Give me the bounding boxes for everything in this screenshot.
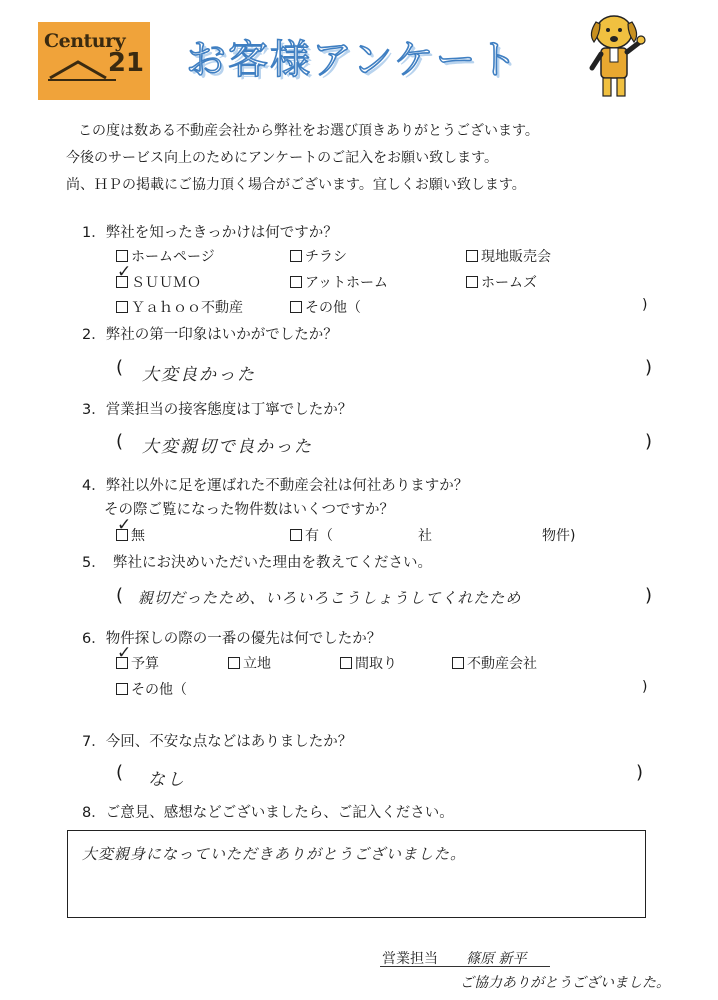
checkbox-icon [116,301,128,313]
century21-logo [38,22,150,100]
question-7-label: 7．今回、不安な点などはありましたか？ [82,734,353,750]
question-6-label: 6．物件探しの際の一番の優先は何でしたか？ [82,631,382,647]
checkbox-icon [116,250,128,262]
intro-line: この度は数ある不動産会社から弊社をお選び頂きありがとうございます。 [78,123,539,139]
q1-option[interactable]: ホームページ [116,246,215,266]
q5-open-paren: ( [116,585,124,606]
q6-option[interactable]: 不動産会社 [452,653,537,673]
q2-close-paren: ) [645,357,653,378]
house-roof-icon [48,56,118,82]
thanks-text: ご協力ありがとうございました。 [460,975,670,991]
q2-answer[interactable]: 大変良かった [142,365,256,385]
q6-option[interactable]: 立地 [228,653,271,673]
staff-name: 篠原 新平 [466,951,527,967]
q7-open-paren: ( [116,762,124,783]
intro-text [66,118,539,199]
question-1-label: 1．弊社を知ったきっかけは何ですか？ [82,225,338,241]
checkbox-icon [290,250,302,262]
page-title: お客様アンケート [186,37,520,83]
q6-option-checked[interactable]: 予算 [116,653,159,673]
logo-word: Century [44,30,126,52]
checkbox-icon [290,529,302,541]
q3-answer[interactable]: 大変親切で良かった [142,437,313,457]
q1-option-other[interactable]: その他（ [290,297,361,317]
q4-option[interactable]: 有（ [290,525,333,545]
q6-close-paren: ) [642,679,648,695]
question-4-sublabel: その際ご覧になった物件数はいくつですか？ [104,502,394,518]
q8-answer[interactable]: 大変親身になっていただきありがとうございました。 [82,845,467,863]
question-5-label: 5． 弊社にお決めいただいた理由を教えてください。 [82,555,432,571]
staff-label: 営業担当 [382,951,438,967]
checkbox-icon [452,657,464,669]
q4-unit-properties: 物件) [542,528,576,544]
checkbox-icon [340,657,352,669]
q1-option-checked[interactable]: ＳＵＵＭＯ [116,272,201,292]
checkbox-icon [116,683,128,695]
intro-line: 尚、ＨＰの掲載にご協力頂く場合がございます。宜しくお願い致します。 [66,177,526,193]
q1-option[interactable]: 現地販売会 [466,246,551,266]
q1-close-paren: ) [642,297,648,313]
q6-option-other[interactable]: その他（ [116,679,187,699]
checkmark-icon: ✓ [117,643,132,663]
question-8-label: 8．ご意見、感想などございましたら、ご記入ください。 [82,805,454,821]
q1-option[interactable]: チラシ [290,246,347,266]
checkmark-icon: ✓ [117,262,132,282]
signature-line [380,966,550,967]
q7-close-paren: ) [636,762,644,783]
q3-open-paren: ( [116,431,124,452]
checkbox-icon [466,276,478,288]
question-2-label: 2．弊社の第一印象はいかがでしたか？ [82,327,338,343]
q4-unit-companies: 社 [418,528,432,544]
dog-mascot-icon [584,8,648,100]
logo-number: 21 [107,48,144,78]
q1-option[interactable]: Ｙａｈｏｏ不動産 [116,297,243,317]
q2-open-paren: ( [116,357,124,378]
q4-option-checked[interactable]: 無 [116,525,145,545]
q5-close-paren: ) [645,585,653,606]
q5-answer[interactable]: 親切だったため、いろいろこうしょうしてくれたため [138,589,522,607]
checkbox-icon [228,657,240,669]
intro-line: 今後のサービス向上のためにアンケートのご記入をお願い致します。 [66,150,499,166]
q6-option[interactable]: 間取り [340,653,397,673]
q7-answer[interactable]: なし [148,770,186,790]
q1-option[interactable]: アットホーム [290,272,388,292]
question-3-label: 3．営業担当の接客態度は丁寧でしたか？ [82,402,353,418]
checkbox-icon [290,301,302,313]
q1-option[interactable]: ホームズ [466,272,537,292]
checkbox-icon [466,250,478,262]
checkmark-icon: ✓ [117,515,132,535]
q3-close-paren: ) [645,431,653,452]
question-4-label: 4．弊社以外に足を運ばれた不動産会社は何社ありますか？ [82,478,469,494]
checkbox-icon [290,276,302,288]
